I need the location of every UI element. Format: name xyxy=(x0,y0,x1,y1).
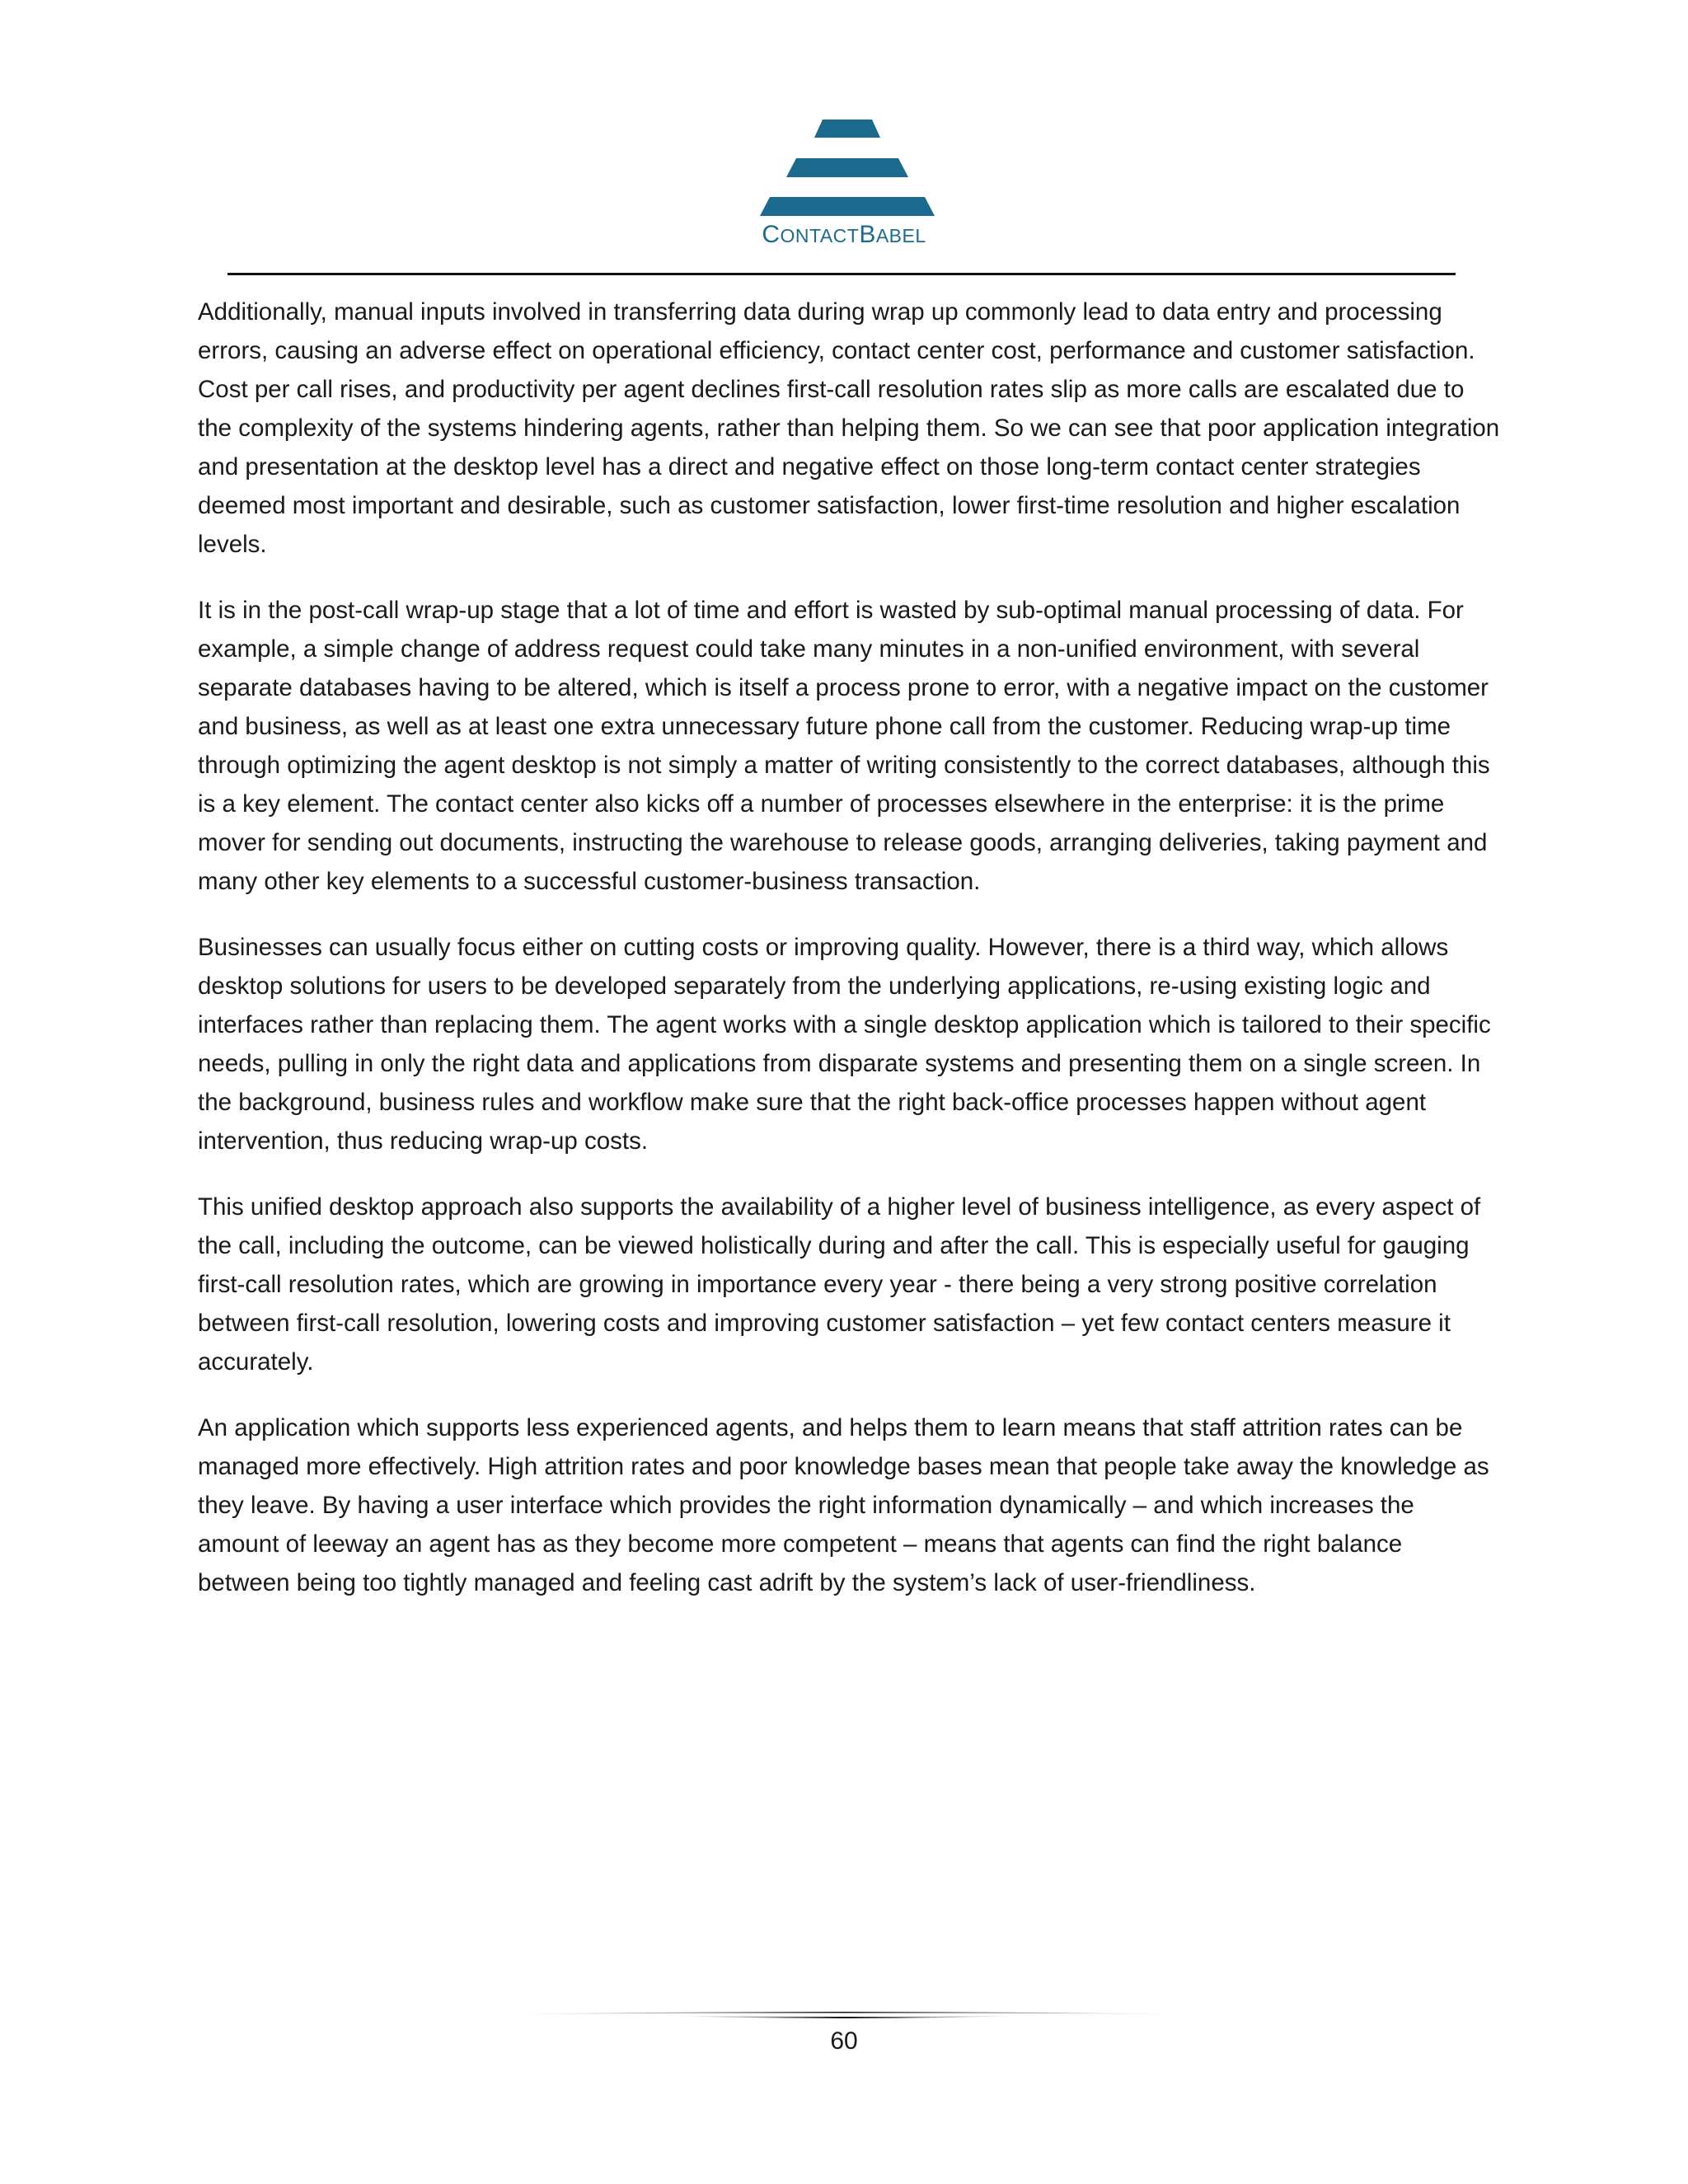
page-header xyxy=(0,0,1688,280)
document-body xyxy=(198,293,1500,1629)
page-footer xyxy=(0,1994,1688,2077)
paragraph-5: An application which supports less experienced agents, and helps them to learn means that staff attrition rates can be managed more effectively. High attrition rates and poor knowledge bases mean that people take away the knowledge as they leave. By having a user interface which provides the right information dynamically – and which increases the amount of leeway an agent has as they become more competent – means that agents can find the right balance between being too tightly managed and feeling cast adrift by the system’s lack of user-friendliness. xyxy=(198,1414,1489,1596)
brand-word1-initial: C xyxy=(762,221,781,248)
pyramid-tier-top xyxy=(814,120,880,138)
paragraph-3: Businesses can usually focus either on cutting costs or improving quality. However, there is a third way, which allows desktop solutions for users to be developed separately from the underlying applications, re-using existing logic and interfaces rather than replacing them. The agent works with a single desktop application which is tailored to their specific needs, pulling in only the right data and applications from disparate systems and presenting them on a single screen. In the background, business rules and workflow make sure that the right back-office processes happen without agent intervention, thus reducing wrap-up costs. xyxy=(198,934,1491,1155)
header-divider xyxy=(227,273,1456,275)
paragraph-2: It is in the post-call wrap-up stage that a lot of time and effort is wasted by sub-optimal manual processing of data. For example, a simple change of address request could take many minutes in a non-unified environment, with several separate databases having to be altered, which is itself a process prone to error, with a negative impact on the customer and business, as well as at least one extra unnecessary future phone call from the customer. Reducing wrap-up time through optimizing the agent desktop is not simply a matter of writing consistently to the correct databases, although this is a key element. The contact center also kicks off a number of processes elsewhere in the enterprise: it is the prime mover for sending out documents, instructing the warehouse to release goods, arranging deliveries, taking payment and many other key elements to a successful customer-business transaction. xyxy=(198,597,1490,895)
brand-wordmark xyxy=(0,223,1688,247)
brand-word2-initial: B xyxy=(859,221,876,248)
paragraph-1: Additionally, manual inputs involved in transferring data during wrap up commonly lead to data entry and processing errors, causing an adverse effect on operational efficiency, contact center cost, performance and customer satisfaction. Cost per call rises, and productivity per agent declines first-call resolution rates slip as more calls are escalated due to the complexity of the systems hindering agents, rather than helping them. So we can see that poor application integration and presentation at the desktop level has a direct and negative effect on those long-term contact center strategies deemed most important and desirable, such as customer satisfaction, lower first-time resolution and higher escalation levels. xyxy=(198,298,1500,558)
pyramid-tier-middle xyxy=(786,158,908,177)
paragraph-4: This unified desktop approach also supports the availability of a higher level of business intelligence, as every aspect of the call, including the outcome, can be viewed holistically during and after the call. This is especially useful for gauging first-call resolution rates, which are growing in importance every year - there being a very strong positive correlation between first-call resolution, lowering costs and improving customer satisfaction – yet few contact centers measure it accurately. xyxy=(198,1193,1481,1376)
page-number: 60 xyxy=(830,2027,858,2055)
pyramid-tier-bottom xyxy=(760,197,935,216)
footer-divider xyxy=(503,2009,1187,2021)
brand-word2-rest: ABEL xyxy=(875,225,926,246)
brand-word1-rest: ONTACT xyxy=(780,225,860,246)
contactbabel-pyramid-logo-icon xyxy=(752,117,943,216)
